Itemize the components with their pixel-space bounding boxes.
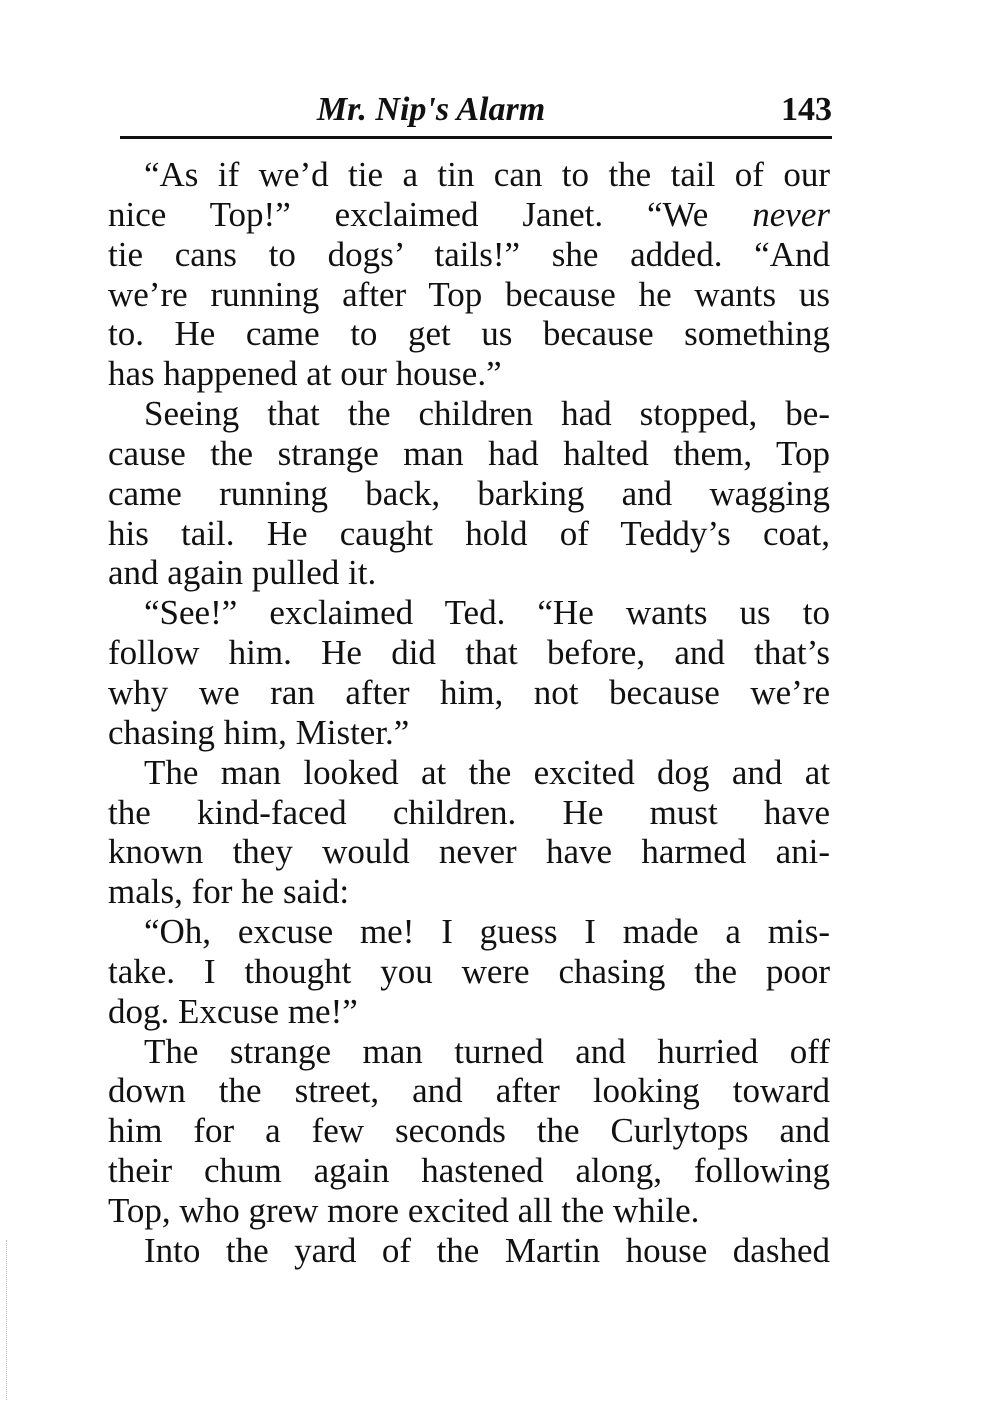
text-line: his tail. He caught hold of Teddy’s coat, xyxy=(108,513,830,553)
text-line: The man looked at the excited dog and at xyxy=(144,752,830,792)
text-line: mals, for he said: xyxy=(108,872,350,912)
text-line: follow him. He did that before, and that’s xyxy=(108,633,830,673)
text-line: take. I thought you were chasing the poor xyxy=(108,951,830,991)
text-line: came running back, barking and wagging xyxy=(108,473,830,513)
running-head xyxy=(120,88,832,132)
emphasis-word: never xyxy=(752,194,830,234)
paragraph xyxy=(108,593,830,752)
paragraph xyxy=(108,753,830,912)
scan-margin-mark xyxy=(6,1240,9,1400)
text-line: to. He came to get us because something xyxy=(108,314,830,354)
chapter-title: Mr. Nip's Alarm xyxy=(316,91,546,128)
text-line: him for a few seconds the Curlytops and xyxy=(108,1111,830,1151)
text-line: tie cans to dogs’ tails!” she added. “And xyxy=(108,234,830,274)
text-line: The strange man turned and hurried off xyxy=(144,1031,830,1071)
text-line: chasing him, Mister.” xyxy=(108,712,410,752)
text-line: dog. Excuse me!” xyxy=(108,991,358,1031)
text-line: known they would never have harmed ani- xyxy=(108,832,830,872)
text-line: their chum again hastened along, following xyxy=(108,1151,830,1191)
paragraph xyxy=(108,394,830,593)
text-line: cause the strange man had halted them, Top xyxy=(108,433,830,473)
text-line: nice Top!” exclaimed Janet. “We never xyxy=(108,194,830,234)
text-line: “See!” exclaimed Ted. “He wants us to xyxy=(144,593,830,633)
text-line: and again pulled it. xyxy=(108,553,377,593)
body-text xyxy=(108,155,830,1271)
paragraph xyxy=(108,1032,830,1231)
text-line: “As if we’d tie a tin can to the tail of our xyxy=(144,155,830,194)
text-line: the kind-faced children. He must have xyxy=(108,792,830,832)
header-rule xyxy=(120,136,832,139)
page-number: 143 xyxy=(781,91,832,128)
paragraph xyxy=(108,155,830,394)
text-line: has happened at our house.” xyxy=(108,354,502,394)
paragraph xyxy=(108,912,830,1032)
text-line: “Oh, excuse me! I guess I made a mis- xyxy=(144,912,830,952)
text-line: Seeing that the children had stopped, be- xyxy=(144,394,830,434)
text-line: why we ran after him, not because we’re xyxy=(108,672,830,712)
text-line: Top, who grew more excited all the while. xyxy=(108,1190,700,1230)
text-line: Into the yard of the Martin house dashed xyxy=(144,1230,830,1270)
text-line: we’re running after Top because he wants us xyxy=(108,274,830,314)
paragraph xyxy=(108,1231,830,1271)
text-line: down the street, and after looking toward xyxy=(108,1071,830,1111)
